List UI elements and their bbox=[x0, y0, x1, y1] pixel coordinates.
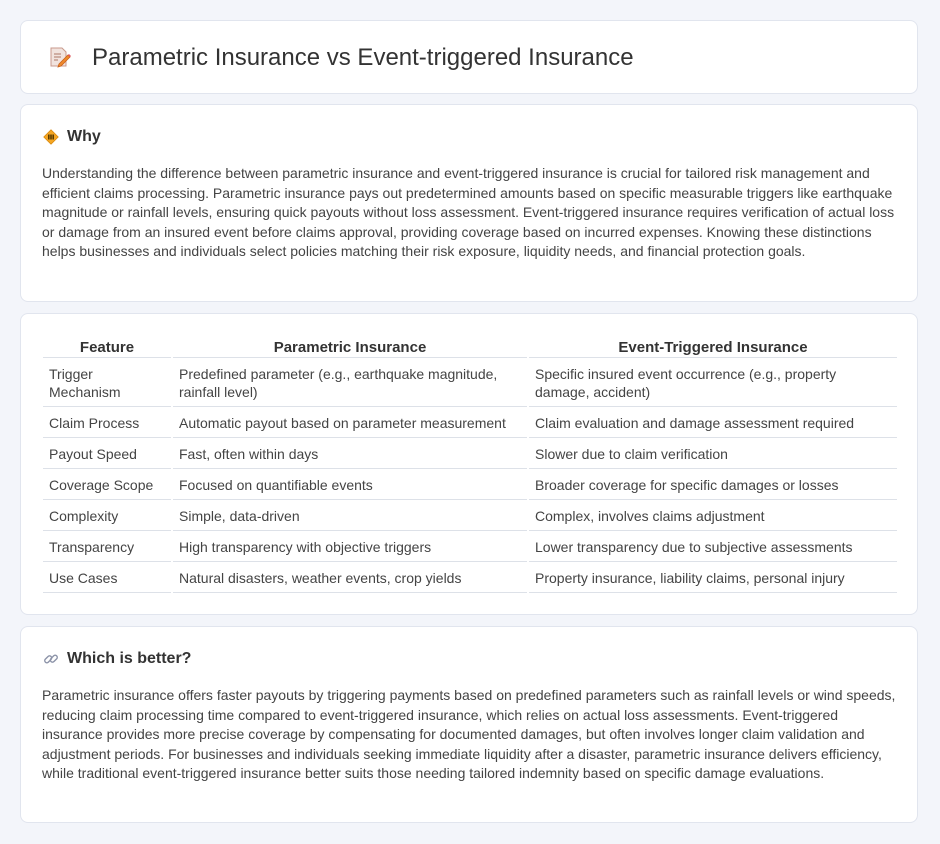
why-body: Understanding the difference between parametric insurance and event-triggered insurance is crucial for tailored risk management and efficient claims processing. Parametric insurance pays out predetermined amounts based on specific measurable triggers like earthquake magnitude or rainfall levels, ensuring quick payouts without loss assessment. Event-triggered insurance requires verification of actual loss or damage from an insured event before claims approval, providing coverage based on incurred expenses. Knowing these distinctions helps businesses and individuals select policies matching their risk exposure, liquidity needs, and financial protection goals. bbox=[42, 165, 895, 259]
page-title: Parametric Insurance vs Event-triggered Insurance bbox=[92, 44, 634, 71]
row-parametric: Focused on quantifiable events bbox=[173, 469, 527, 500]
row-event-triggered: Lower transparency due to subjective assessments bbox=[529, 531, 897, 562]
row-event-triggered: Claim evaluation and damage assessment required bbox=[529, 407, 897, 438]
row-parametric: Predefined parameter (e.g., earthquake magnitude, rainfall level) bbox=[173, 358, 527, 407]
row-feature: Coverage Scope bbox=[43, 469, 171, 500]
row-feature: Claim Process bbox=[43, 407, 171, 438]
table-row bbox=[43, 438, 897, 469]
row-parametric: Automatic payout based on parameter measurement bbox=[173, 407, 527, 438]
comparison-table-section bbox=[20, 313, 918, 615]
why-heading-row bbox=[43, 127, 101, 147]
row-feature: Payout Speed bbox=[43, 438, 171, 469]
table-row bbox=[43, 562, 897, 593]
row-parametric: Natural disasters, weather events, crop yields bbox=[173, 562, 527, 593]
header-card bbox=[20, 20, 918, 94]
row-feature: Complexity bbox=[43, 500, 171, 531]
table-row bbox=[43, 358, 897, 407]
comparison-table bbox=[41, 334, 899, 593]
header-feature: Feature bbox=[43, 334, 171, 358]
table-row bbox=[43, 531, 897, 562]
row-parametric: Simple, data-driven bbox=[173, 500, 527, 531]
row-feature: Transparency bbox=[43, 531, 171, 562]
better-heading-row bbox=[43, 649, 191, 669]
table-header-row bbox=[43, 334, 897, 358]
better-body: Parametric insurance offers faster payouts by triggering payments based on predefined parameters such as rainfall levels or wind speeds, reducing claim processing time compared to event-triggered insurance, which relies on actual loss assessments. Event-triggered insurance provides more precise coverage by compensating for documented damages, but often involves longer claim validation and adjustment periods. For businesses and individuals seeking immediate liquidity after a disaster, parametric insurance delivers efficiency, while traditional event-triggered insurance better suits those needing tailored indemnity based on specific damage evaluations. bbox=[42, 687, 896, 781]
row-event-triggered: Property insurance, liability claims, personal injury bbox=[529, 562, 897, 593]
table-row bbox=[43, 469, 897, 500]
diamond-warning-icon bbox=[43, 129, 59, 145]
row-event-triggered: Slower due to claim verification bbox=[529, 438, 897, 469]
better-heading: Which is better? bbox=[67, 650, 192, 667]
row-feature: Use Cases bbox=[43, 562, 171, 593]
row-feature: Trigger Mechanism bbox=[43, 358, 171, 407]
row-event-triggered: Specific insured event occurrence (e.g., property damage, accident) bbox=[529, 358, 897, 407]
row-event-triggered: Broader coverage for specific damages or losses bbox=[529, 469, 897, 500]
link-icon bbox=[43, 651, 59, 667]
row-event-triggered: Complex, involves claims adjustment bbox=[529, 500, 897, 531]
document-edit-icon bbox=[47, 45, 71, 69]
table-row bbox=[43, 500, 897, 531]
row-parametric: High transparency with objective triggers bbox=[173, 531, 527, 562]
header-parametric: Parametric Insurance bbox=[173, 334, 527, 358]
why-section bbox=[20, 104, 918, 302]
header-event-triggered: Event-Triggered Insurance bbox=[529, 334, 897, 358]
row-parametric: Fast, often within days bbox=[173, 438, 527, 469]
table-row bbox=[43, 407, 897, 438]
which-is-better-section bbox=[20, 626, 918, 823]
why-heading: Why bbox=[67, 128, 101, 145]
